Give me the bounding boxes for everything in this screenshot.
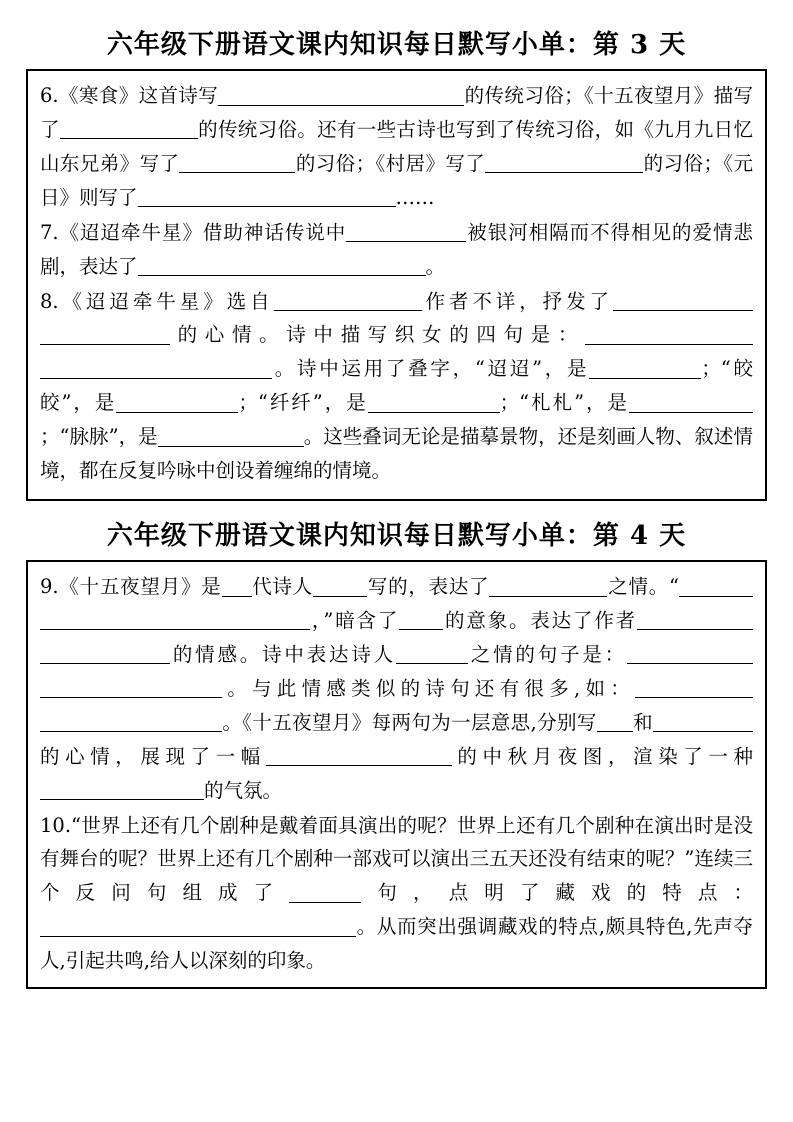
answer-blank[interactable] bbox=[274, 290, 422, 311]
answer-blank[interactable] bbox=[597, 711, 633, 732]
answer-blank[interactable] bbox=[396, 643, 468, 664]
answer-blank[interactable] bbox=[138, 255, 426, 276]
answer-blank[interactable] bbox=[138, 186, 396, 207]
answer-blank[interactable] bbox=[218, 84, 464, 105]
answer-blank[interactable] bbox=[116, 391, 238, 412]
answer-blank[interactable] bbox=[179, 152, 295, 173]
answer-blank[interactable] bbox=[40, 357, 272, 378]
answer-blank[interactable] bbox=[289, 881, 361, 902]
section-body-day4 bbox=[26, 560, 767, 989]
answer-blank[interactable] bbox=[40, 915, 356, 936]
answer-blank[interactable] bbox=[40, 677, 222, 698]
answer-blank[interactable] bbox=[635, 677, 753, 698]
question-q8: 8.《迢迢牵牛星》选自 作者不详，抒发了的心情。诗中描写织女的四句是：。诗中运用了叠字，“迢迢”，是 ；“皎皎”，是 ；“纤纤”，是 ；“札札”，是；“脉脉”，是 。这些叠词无论是描摹景物，还是刻画人物、叙述情境，都在反复吟咏中创设着缠绵的情境。 bbox=[40, 289, 753, 483]
answer-blank[interactable] bbox=[613, 290, 753, 311]
answer-blank[interactable] bbox=[627, 643, 753, 664]
answer-blank[interactable] bbox=[158, 425, 304, 446]
answer-blank[interactable] bbox=[40, 779, 204, 800]
answer-blank[interactable] bbox=[585, 323, 753, 344]
answer-blank[interactable] bbox=[679, 575, 753, 596]
answer-blank[interactable] bbox=[589, 357, 701, 378]
answer-blank[interactable] bbox=[266, 745, 452, 766]
answer-blank[interactable] bbox=[346, 221, 466, 242]
section-body-day3 bbox=[26, 69, 767, 501]
section-day3 bbox=[26, 18, 767, 501]
section-title-day4: 六年级下册语文课内知识每日默写小单：第 4 天 bbox=[106, 521, 687, 552]
section-title-day3: 六年级下册语文课内知识每日默写小单：第 3 天 bbox=[106, 30, 687, 60]
question-q9: 9.《十五夜望月》是 代诗人 写的，表达了 之情。“，”暗含了 的意象。表达了作者的情感。诗中表达诗人 之情的句子是：。与此情感类似的诗句还有很多,如：。《十五夜望月》每两句为一层意思,分别写 和的心情，展现了一幅 的中秋月夜图，渲染了一种的气氛。 bbox=[40, 575, 753, 802]
answer-blank[interactable] bbox=[485, 152, 547, 173]
question-q6: 6.《寒食》这首诗写 的传统习俗；《十五夜望月》描写了 的传统习俗。还有一些古诗也写到了传统习俗，如《九月九日忆山东兄弟》写了 的习俗；《村居》写了 的习俗；《元日》则写了 …… bbox=[40, 84, 753, 209]
answer-blank[interactable] bbox=[547, 152, 643, 173]
answer-blank[interactable] bbox=[653, 711, 753, 732]
answer-blank[interactable] bbox=[313, 575, 367, 596]
answer-blank[interactable] bbox=[637, 609, 753, 630]
question-q7: 7.《迢迢牵牛星》借助神话传说中 被银河相隔而不得相见的爱情悲剧，表达了 。 bbox=[40, 220, 753, 278]
answer-blank[interactable] bbox=[629, 391, 753, 412]
section-day4 bbox=[26, 509, 767, 989]
answer-blank[interactable] bbox=[368, 391, 500, 412]
answer-blank[interactable] bbox=[399, 609, 443, 630]
answer-blank[interactable] bbox=[40, 643, 170, 664]
answer-blank[interactable] bbox=[40, 323, 170, 344]
question-q10: 10.“世界上还有几个剧种是戴着面具演出的呢？世界上还有几个剧种在演出时是没有舞台的呢？世界上还有几个剧种一部戏可以演出三五天还没有结束的呢？”连续三个反问句组成了 句，点明了藏戏的特点：。从而突出强调藏戏的特点,颇具特色,先声夺人,引起共鸣,给人以深刻的印象。 bbox=[40, 813, 753, 973]
answer-blank[interactable] bbox=[60, 118, 198, 139]
answer-blank[interactable] bbox=[40, 609, 310, 630]
answer-blank[interactable] bbox=[40, 711, 222, 732]
answer-blank[interactable] bbox=[222, 575, 252, 596]
answer-blank[interactable] bbox=[489, 575, 607, 596]
